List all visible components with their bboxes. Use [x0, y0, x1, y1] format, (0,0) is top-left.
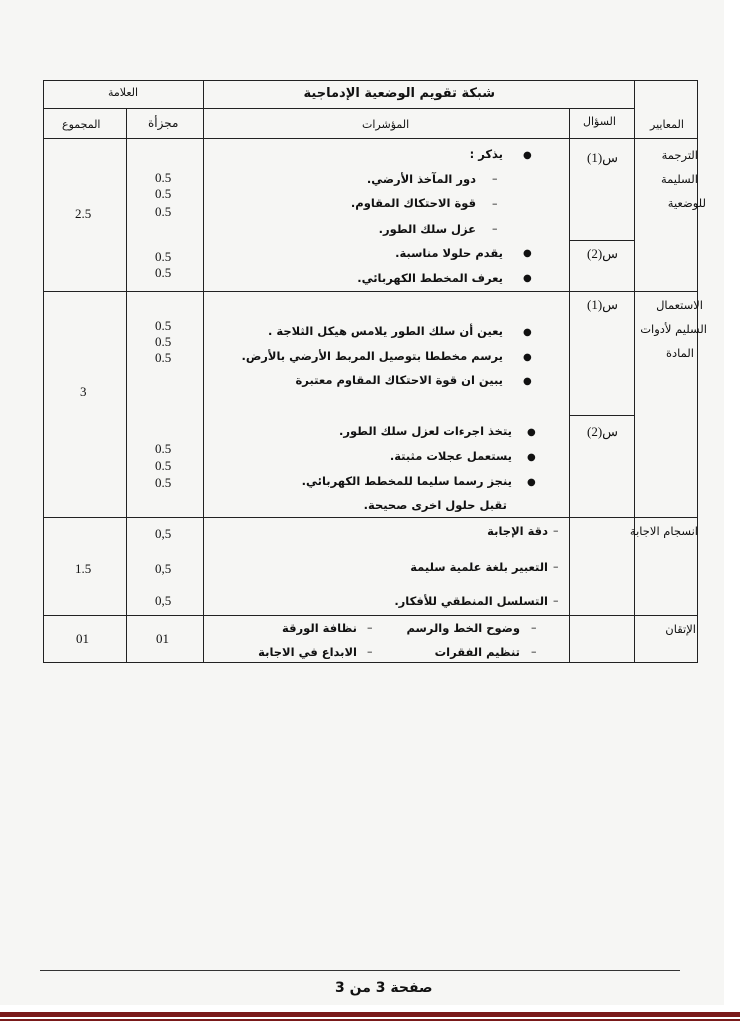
s2-note: تقبل حلول اخرى صحيحة. — [363, 498, 507, 512]
s1-partial-3: 0.5 — [155, 204, 172, 219]
s1-criteria-line1: الترجمة — [661, 148, 698, 162]
section2-bottom — [43, 517, 697, 518]
s4-indicator-l2: الابداع في الاجابة — [258, 645, 357, 659]
s3-partial-1: 0,5 — [155, 526, 172, 541]
s2-indicator-1: يعين أن سلك الطور يلامس هيكل الثلاجة . — [267, 324, 503, 338]
s2-criteria-line1: الاستعمال — [656, 298, 703, 312]
dash-icon: – — [492, 222, 498, 235]
col-question-right — [634, 80, 635, 663]
s2-criteria-line2: السليم لأدوات — [640, 322, 707, 336]
header-divider — [43, 108, 634, 109]
bullet-icon: ● — [523, 248, 532, 259]
dash-icon: – — [367, 645, 373, 658]
section1-bottom — [43, 291, 697, 292]
bottom-border-thick — [0, 1012, 740, 1017]
bullet-icon: ● — [523, 150, 532, 161]
s2-indicator-5: يستعمل عجلات مثبتة. — [389, 449, 512, 463]
bullet-icon: ● — [523, 352, 532, 363]
dash-icon: – — [531, 621, 537, 634]
s4-indicator-r2: تنظيم الفقرات — [434, 645, 520, 659]
s2-indicator-6: ينجز رسما سليما للمخطط الكهربائي. — [301, 474, 512, 488]
s2-partial-4: 0.5 — [155, 441, 172, 456]
s3-indicator-1: دقة الإجابة — [487, 524, 548, 538]
s1-indicator-4: يقدم حلولا مناسبة. — [395, 246, 503, 260]
bullet-icon: ● — [523, 376, 532, 387]
dash-icon: – — [492, 172, 498, 185]
s1-partial-4: 0.5 — [155, 249, 172, 264]
bullet-icon: ● — [523, 273, 532, 284]
dash-icon: – — [553, 560, 559, 573]
s1-indicator-intro: يذكر : — [469, 147, 503, 161]
s4-total: 01 — [76, 631, 89, 646]
s1-question-divider — [569, 240, 634, 241]
footer-rule — [40, 970, 680, 971]
dash-icon: – — [492, 197, 498, 210]
s2-partial-3: 0.5 — [155, 350, 172, 365]
header-total: المجموع — [62, 118, 101, 131]
s2-indicator-2: يرسم مخططا بتوصيل المربط الأرضي بالأرض. — [241, 349, 503, 363]
s1-indicator-2: قوة الاحتكاك المقاوم. — [350, 196, 476, 210]
dash-icon: – — [531, 645, 537, 658]
table-border-bottom — [43, 662, 697, 663]
s4-partial: 01 — [156, 631, 169, 646]
s2-partial-6: 0.5 — [155, 475, 172, 490]
s1-partial-1: 0.5 — [155, 170, 172, 185]
s4-indicator-r1: وضوح الخط والرسم — [406, 621, 520, 635]
s1-indicator-5: يعرف المخطط الكهربائي. — [357, 271, 503, 285]
s1-indicator-1: دور المآخذ الأرضي. — [366, 172, 476, 186]
s2-criteria-line3: المادة — [666, 346, 694, 360]
dash-icon: – — [553, 594, 559, 607]
dash-icon: – — [367, 621, 373, 634]
s3-partial-2: 0,5 — [155, 561, 172, 576]
s1-criteria-line2: السليمة — [660, 172, 698, 186]
s2-partial-1: 0.5 — [155, 318, 172, 333]
s1-q2-label: س(2) — [587, 246, 619, 261]
section3-bottom — [43, 615, 697, 616]
table-border-left — [43, 80, 44, 663]
s2-partial-2: 0.5 — [155, 334, 172, 349]
s1-partial-2: 0.5 — [155, 186, 172, 201]
header-question: السؤال — [583, 115, 616, 128]
s3-indicator-3: التسلسل المنطقي للأفكار. — [394, 594, 548, 608]
bullet-icon: ● — [523, 327, 532, 338]
s3-partial-3: 0,5 — [155, 593, 172, 608]
col-indicators-right — [569, 108, 570, 663]
s2-q1-label: س(1) — [587, 297, 619, 312]
s3-criteria: انسجام الاجابة — [629, 524, 698, 538]
table-border-top — [43, 80, 697, 81]
col-total-right — [126, 108, 127, 663]
bullet-icon: ● — [527, 452, 536, 463]
s2-question-divider — [569, 415, 634, 416]
bottom-border-thin — [0, 1019, 740, 1021]
paper-margin — [724, 0, 740, 1005]
s4-criteria: الإتقان — [665, 622, 696, 636]
s1-indicator-3: عزل سلك الطور. — [378, 222, 476, 236]
header-criteria: المعايير — [650, 118, 684, 131]
s2-indicator-3: يبين ان قوة الاحتكاك المقاوم معتبرة — [295, 373, 503, 387]
bullet-icon: ● — [527, 477, 536, 488]
table-title: شبكة تقويم الوضعية الإدماجية — [303, 86, 495, 101]
bullet-icon: ● — [527, 427, 536, 438]
header-partial: مجزأة — [148, 116, 179, 130]
s2-total: 3 — [80, 384, 87, 399]
s1-criteria-line3: للوضعية — [667, 196, 706, 210]
col-partial-right — [203, 80, 204, 663]
s4-indicator-l1: نظافة الورقة — [282, 621, 357, 635]
s3-indicator-2: التعبير بلغة علمية سليمة — [410, 560, 548, 574]
s2-partial-5: 0.5 — [155, 458, 172, 473]
page-number: صفحة 3 من 3 — [335, 980, 433, 996]
s3-total: 1.5 — [75, 561, 92, 576]
s1-partial-5: 0.5 — [155, 265, 172, 280]
s2-indicator-4: يتخذ اجرءات لعزل سلك الطور. — [338, 424, 512, 438]
header-indicators: المؤشرات — [362, 118, 410, 131]
dash-icon: – — [553, 524, 559, 537]
header-marks: العلامة — [108, 86, 139, 99]
header-bottom — [43, 138, 697, 139]
table-border-right — [697, 80, 698, 663]
s2-q2-label: س(2) — [587, 424, 619, 439]
s1-total: 2.5 — [75, 206, 92, 221]
s1-q1-label: س(1) — [587, 150, 619, 165]
